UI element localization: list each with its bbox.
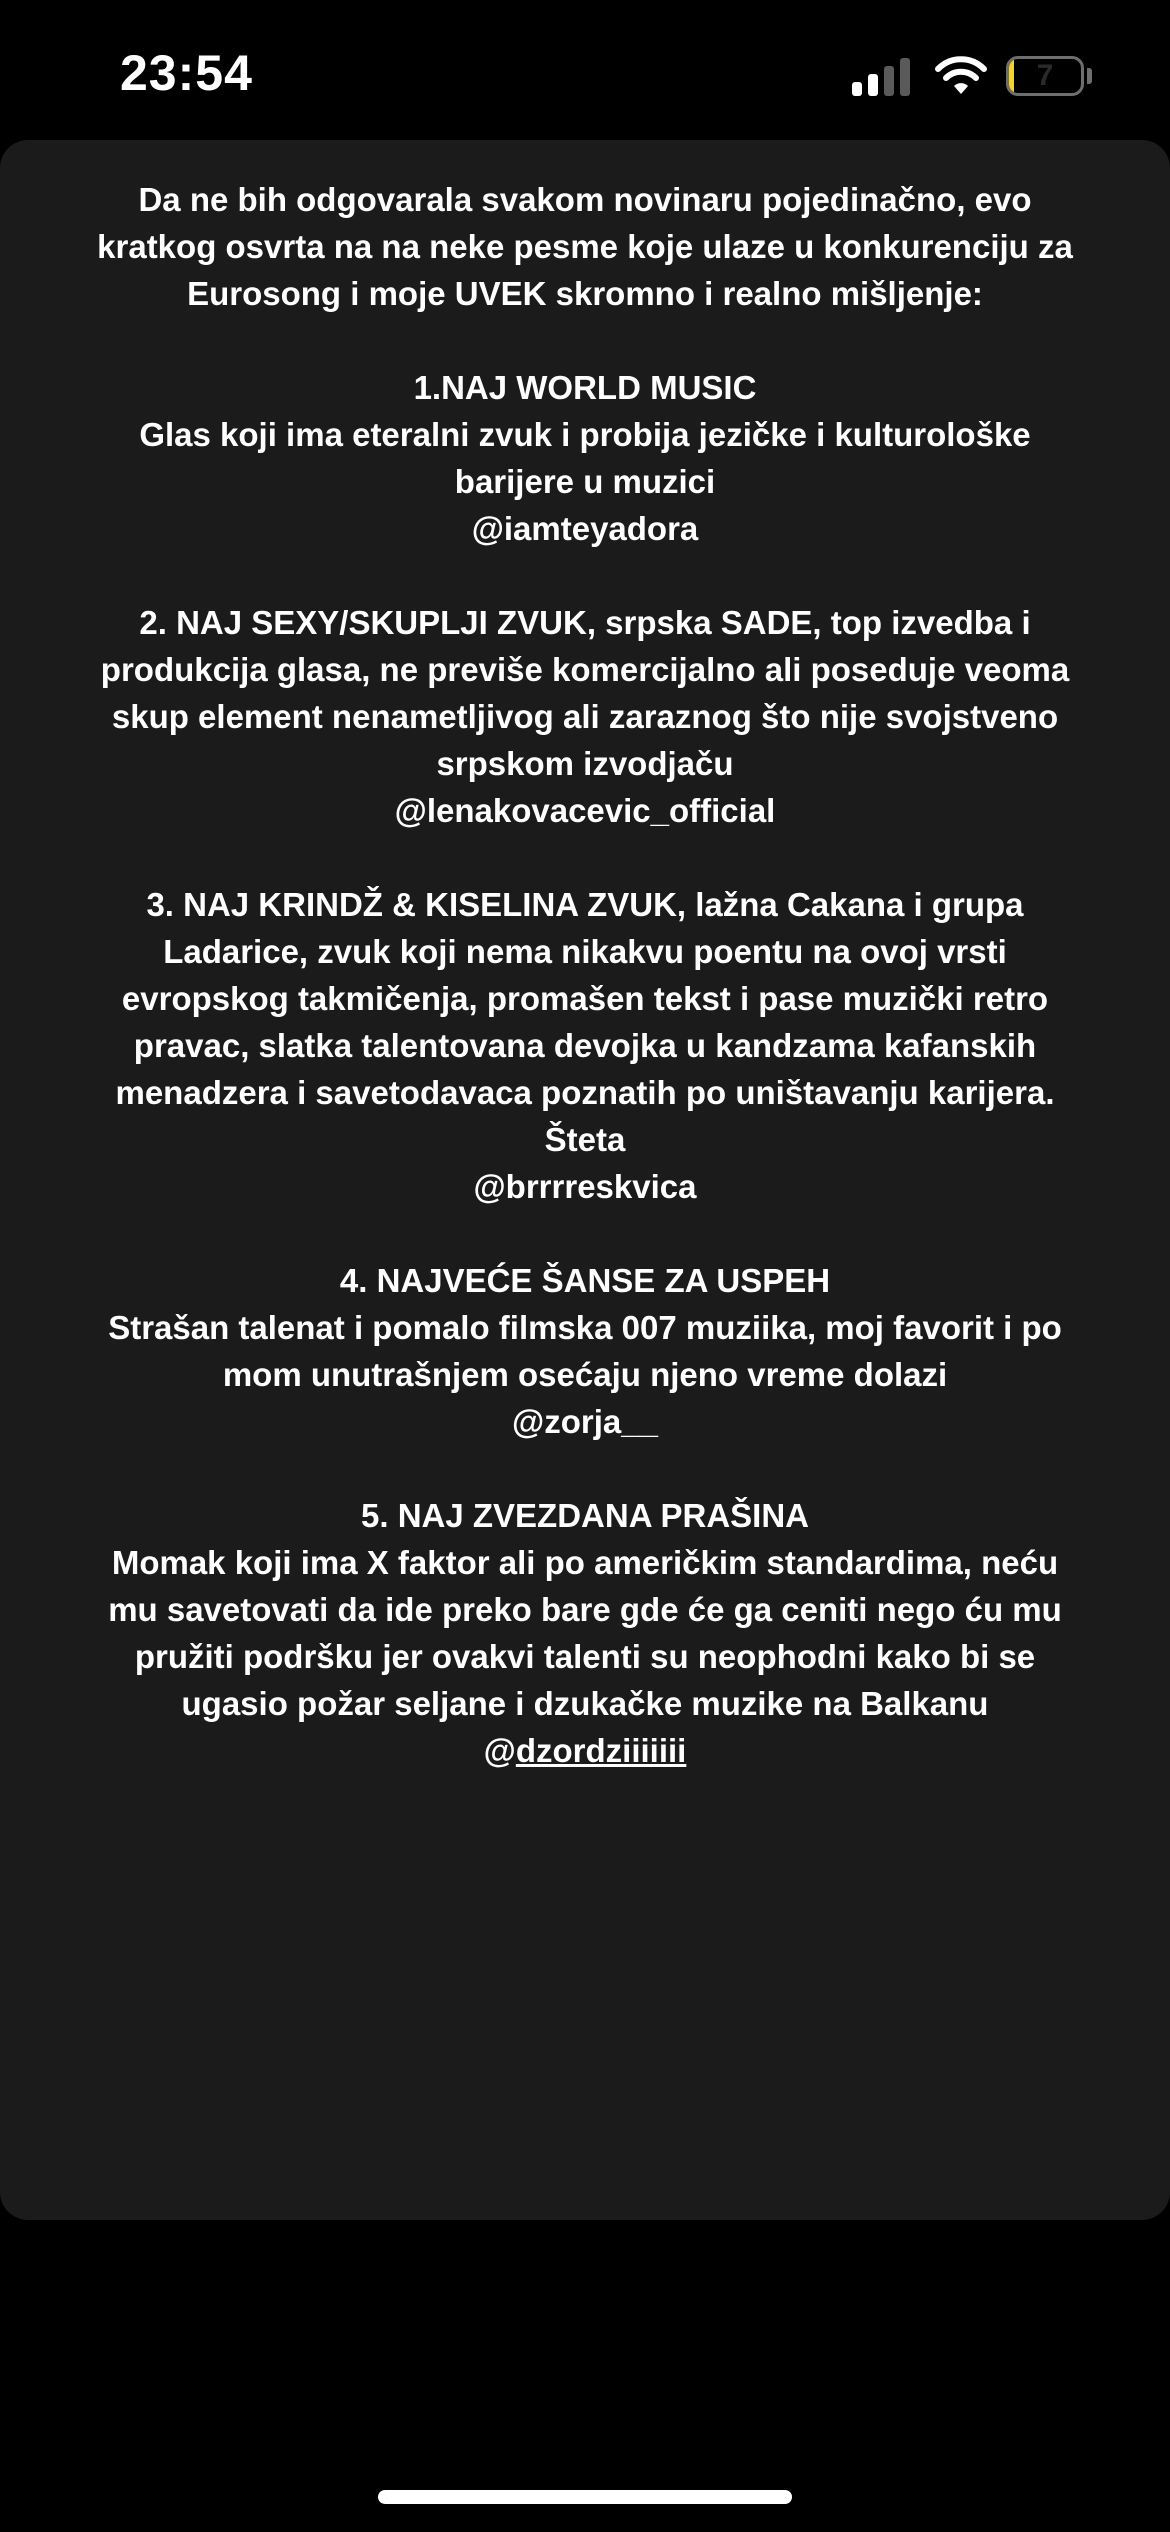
item-body: Strašan talenat i pomalo filmska 007 muziika, moj favorit i po mom unutrašnjem osećaju njeno vreme dolazi xyxy=(108,1309,1062,1393)
item-body: Šteta xyxy=(544,1121,626,1158)
status-time: 23:54 xyxy=(120,45,253,101)
story-item-5 xyxy=(90,1492,1080,1774)
signal-bar-3 xyxy=(884,66,894,96)
battery-icon xyxy=(1006,56,1084,96)
mention-prefix: @ xyxy=(483,1732,516,1769)
story-text xyxy=(90,176,1080,1774)
mention-tag[interactable]: @lenakovacevic_official xyxy=(394,792,776,829)
item-body: Momak koji ima X faktor ali po američkim standardima, neću mu savetovati da ide preko bare gde će ga ceniti nego ću mu pružiti podršku jer ovakvi talenti su neophodni kako bi se ugasio požar seljane i dzukačke muzike na Balkanu xyxy=(108,1544,1062,1722)
item-heading: 5. NAJ ZVEZDANA PRAŠINA xyxy=(361,1497,809,1534)
signal-bar-2 xyxy=(868,74,878,96)
item-heading: 3. NAJ KRINDŽ & KISELINA ZVUK, lažna Cakana i grupa Ladarice, zvuk koji nema nikakvu poentu na ovoj vrsti evropskog takmičenja, promašen tekst i pase muzički retro pravac, slatka talentovana devojka u kandzama kafanskih menadzera i savetodavaca poznatih po uništavanju karijera. xyxy=(115,886,1055,1111)
mention-tag[interactable]: @brrrreskvica xyxy=(473,1168,697,1205)
home-indicator[interactable] xyxy=(378,2490,792,2504)
mention-link[interactable]: dzordziiiiiii xyxy=(515,1732,687,1769)
cellular-signal-icon xyxy=(852,56,912,96)
item-heading: 4. NAJVEĆE ŠANSE ZA USPEH xyxy=(339,1262,831,1299)
signal-bar-1 xyxy=(852,82,862,96)
status-bar xyxy=(0,0,1170,140)
story-item-3 xyxy=(90,881,1080,1210)
item-heading: 2. NAJ SEXY/SKUPLJI ZVUK, srpska SADE, top izvedba i produkcija glasa, ne previše komercijalno ali poseduje veoma skup element nenametljivog ali zaraznog što nije svojstveno srpskom izvodjaču xyxy=(100,604,1070,782)
story-intro-block xyxy=(90,176,1080,317)
story-item-4 xyxy=(90,1257,1080,1445)
item-heading: 1.NAJ WORLD MUSIC xyxy=(413,369,757,406)
battery-cap xyxy=(1087,68,1092,84)
wifi-icon xyxy=(934,54,988,96)
mention-tag[interactable] xyxy=(90,1727,1080,1774)
story-item-1 xyxy=(90,364,1080,552)
signal-bar-4 xyxy=(900,58,910,96)
story-intro: Da ne bih odgovarala svakom novinaru pojedinačno, evo kratkog osvrta na na neke pesme koje ulaze u konkurenciju za Eurosong i moje UVEK skromno i realno mišljenje: xyxy=(97,181,1073,312)
story-item-2 xyxy=(90,599,1080,834)
item-body: Glas koji ima eteralni zvuk i probija jezičke i kulturološke barijere u muzici xyxy=(139,416,1031,500)
mention-tag[interactable]: @zorja__ xyxy=(512,1403,658,1440)
mention-tag[interactable]: @iamteyadora xyxy=(471,510,699,547)
battery-level: 7 xyxy=(1036,59,1054,92)
